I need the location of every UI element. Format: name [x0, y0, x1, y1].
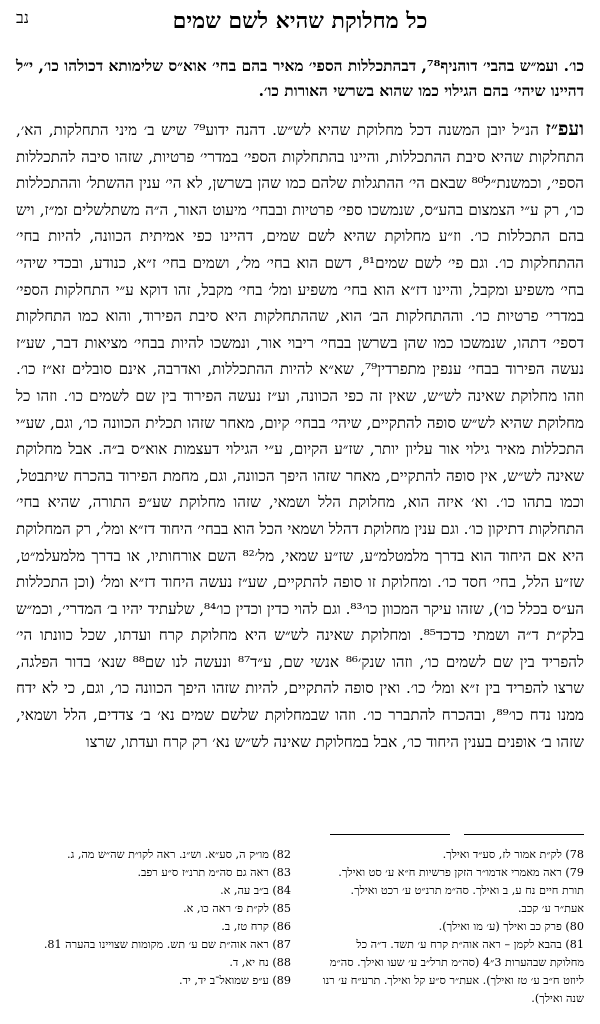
footnotes: [16, 846, 584, 1021]
footnote: מחלוקת שבהערות 3״4 (סה״מ תרל״ב ע׳ שעו ואילך. סה״מ: [329, 956, 584, 969]
footnote: ליוזט ח״ב ע׳ טז ואילך). אעת״ר ס״ע קל ואילך. תרע״ח ע׳ רנו: [322, 974, 584, 987]
footnote: 83) ראה גם סה״מ תרנ״ז ס״ע רפב.: [137, 866, 291, 879]
paragraph-opening-word: ועפ״ז: [545, 118, 584, 140]
footnote: 80) פרק כב ואילך (ע׳ מו ואילך).: [438, 920, 584, 933]
footnote: 87) ראה אוה״ת שם ע׳ תש. מקומות שצויינו בהערה 81.: [43, 938, 291, 951]
footnote: 88) נח יא, ד.: [229, 956, 291, 969]
footnotes-column-left: [16, 846, 291, 1021]
footnote: 82) מו״ק ה, סע״א. וש״נ. ראה לקו״ת שה״ש מה, ג.: [67, 848, 291, 861]
footnotes-column-right: [309, 846, 584, 1021]
footnote: שנה ואילך).: [531, 992, 584, 1005]
page-header: [16, 6, 584, 40]
footnote-separator-left: [330, 834, 450, 835]
footnote: 89) ע״פ שמואל־ב יד, יד.: [178, 974, 291, 987]
footnote: 86) קרח טז, ב.: [221, 920, 291, 933]
page-number: נב: [16, 8, 29, 27]
main-paragraph: [16, 116, 584, 755]
page-title: כל מחלוקת שהיא לשם שמים: [172, 8, 428, 34]
intro-paragraph: כו׳. ועמ״ש בהבי׳ דוהניף⁷⁸, דבהתכללות הספי׳ מאיר בהם בחי׳ אוא״ס שלימותא דכולהו כו׳, י״ל דהיינו שיהי׳ בהם הגילוי כמו שהוא בשרשי האורות כו׳.: [16, 57, 584, 100]
footnote: 84) ב״ב עה, א.: [220, 884, 291, 897]
footnote: 85) לק״ת פ׳ ראה כו, א.: [183, 902, 291, 915]
paragraph-text: הנ״ל יובן המשנה דכל מחלוקת שהיא לש״ש. דהנה ידוע⁷⁹ שיש ב׳ מיני התחלקות, הא׳, התחלקות שהיא סיבת ההתכללות, והיינו בהתחלקות הספי׳ במדרי׳ פרטיות, שזהו סיבה להתכללות הספי׳, וכמשנת״ל⁸⁰ שבאם הי׳ ההתגלות שלהם כמו שהן בשרשן, לא הי׳ ענין ההשתל׳ וההתכללות כו׳, רק ע״י הצמצום בהע״ס, שנמשכו ספי׳ פרטיות ובבחי׳ מיעוט האור, ה״ה משתלשלים זמ״ז, ויש בהם התכללות כו׳. וז״ע מחלוקת שהיא לשם שמים, דהיינו כפי אמיתית הכוונה, להיות בחי׳ ההתחלקות כו׳. וגם פי׳ לשם שמים⁸¹, דשם הוא בחי׳ מל׳, ושמים בחי׳ ז״א, כנודע, ובכדי שיהי׳ בחי׳ משפיע ומקבל, והיינו דז״א הוא בחי׳ משפיע ומל׳ בחי׳ מקבל, זהו דוקא ע״י התחלקות הספי׳ במדרי׳ פרטיות כו׳. וההתחלקות הב׳ הוא, שההתחלקות היא סיבת הפירוד, והוא כמו התחלקות דספי׳ דתהו, שנמשכו כמו שהן בשרשן בבחי׳ ריבוי אור, ונמשכו להיות בבחי׳ מציאות דבר, שע״ז נעשה הפירוד בבחי׳ ענפין מתפרדין⁷⁹, שא״א להיות ההתכללות, ואדרבה, אינם סובלים זא״ז כו׳. וזהו מחלוקת שאינה לש״ש, שאין זה כפי הכוונה, וע״ז נעשה הפירוד בין שם לשמים כו׳. וזהו כל מחלוקת שהיא לש״ש סופה להתקיים, שיהי׳ בבחי׳ קיום, מאחר שזהו תכלית הכוונה כו׳, וגם, שע״י התכללות מאיר גילוי אור עליון יותר, שז״ע הקיום, ע״י הגילוי דעצמות אוא״ס ב״ה. אבל מחלוקת שאינה לש״ש, אין סופה להתקיים, מאחר שזהו היפך הכוונה, וגם, מחמת הפירוד בהכרח שיתבטל, וכמו בתהו כו׳. וא׳ איזה הוא, מחלוקת הלל ושמאי, שזהו מחלוקת שע״פ התורה, שהיא בחי׳ התחלקות דתיקון כו׳. וגם ענין מחלוקת דהלל ושמאי הכל הוא בבחי׳ היחוד דז״א ומל׳, רק המחלוקת היא אם היחוד הוא בדרך מלמטלמ״ע, שז״ע שמאי, מל׳⁸² השם אורחותיו, או בדרך מלמעלמ״ט, שז״ע הלל, בחי׳ חסד כו׳. ומחלוקת זו סופה להתקיים, שע״ז נעשה היחוד דז״א ומל׳ (וכן התכללות הע״ס בכלל כו׳), שזהו עיקר המכוון כו׳⁸³. וגם להוי כדין וכדין כו׳⁸⁴, שלעתיד יהיו ב׳ המדרי׳, וכמ״ש בלק״ת ד״ה ושמתי כדכד⁸⁵. ומחלוקת שאינה לש״ש היא מחלוקת קרח ועדתו, שכל כוונתו הי׳ להפריד בין שם לשמים כו׳, וזהו שנק׳⁸⁶ אנשי שם, ע״ד⁸⁷ ונעשה לנו שם⁸⁸ שנא׳ בדור הפלגה, שרצו להפריד בין ז״א ומל׳ כו׳. ואין סופה להתקיים, להיות שזהו היפך הכוונה כו׳, וגם, כי לא ידח ממנו נדח כו׳⁸⁹, ובהכרח להתברר כו׳. וזהו שבמחלוקת שלשם שמים נא׳ ב׳ צדדים, הלל ושמאי, שזהו ב׳ אופנים בענין היחוד כו׳, אבל במחלוקת שאינה לש״ש נא׳ רק קרח ועדתו, שרצו: [16, 121, 585, 751]
footnote-separator-right: [464, 834, 584, 835]
footnote: 81) בהבא לקמן – ראה אוה״ת קרח ע׳ תשד. ד״ה כל: [356, 938, 584, 951]
footnote: 78) לק״ת אמור לז, סע״ד ואילך.: [442, 848, 584, 861]
footnote: 79) ראה מאמרי אדמו״ר הזקן פרשיות ח״א ע׳ סט ואילך.: [338, 866, 584, 879]
footnote: אעת״ר ע׳ קכב.: [517, 902, 584, 915]
footnote: תורת חיים נח ע, ב ואילך. סה״מ תרנ״ט ע׳ רכט ואילך.: [350, 884, 584, 897]
